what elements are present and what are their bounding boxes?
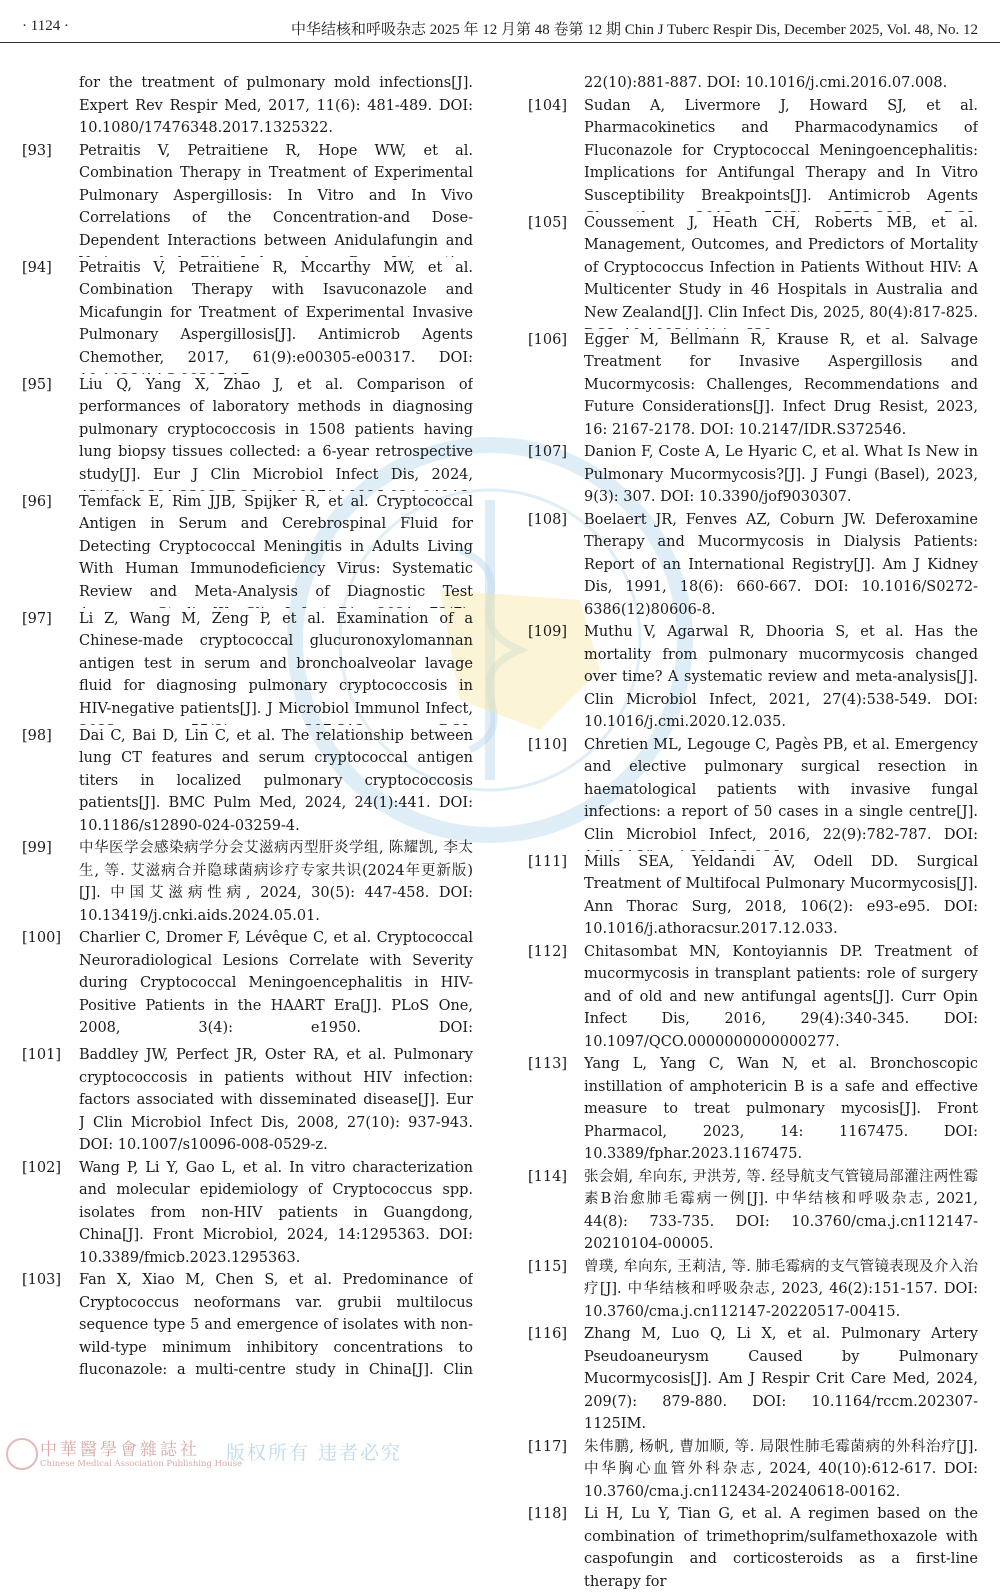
reference-number: [108] [528, 511, 567, 528]
reference-text: Baddley JW, Perfect JR, Oster RA, et al. Pulmonary cryptococcosis in patients without HIV infection: factors associated with disseminated disease[J]. Eur J Clin Microbiol Infect Dis, 2008, 27(10): 937-943. DOI: 10.1007/s10096-008-0529-z. [79, 1047, 473, 1153]
reference-entry [528, 95, 978, 212]
page-number: · 1124 · [22, 18, 69, 34]
reference-entry [528, 1503, 978, 1593]
reference-entry [22, 927, 473, 1044]
reference-entry [528, 1166, 978, 1256]
reference-text: Danion F, Coste A, Le Hyaric C, et al. What Is New in Pulmonary Mucormycosis?[J]. J Fungi (Basel), 2023, 9(3): 307. DOI: 10.3390/jof9030307. [584, 444, 978, 505]
reference-number: [94] [22, 259, 52, 276]
header-rule [0, 42, 1000, 43]
reference-text: Sudan A, Livermore J, Howard SJ, et al. Pharmacokinetics and Pharmacodynamics of Fluconazole for Cryptococcal Meningoencephalitis: Implications for Antifungal Therapy and In Vitro Susceptibility Breakpoints[J]. Antimicrob Agents [584, 97, 978, 204]
reference-text: Temfack E, Rim JJB, Spijker R, et al. Cryptococcal Antigen in Serum and Cerebrospinal Fluid for Detecting Cryptococcal Meningitis in Adults Living With Human Immunodeficiency Virus: Systematic Review and Meta-Analysis of Diagnostic Test [79, 493, 473, 600]
reference-entry [22, 257, 473, 374]
reference-number: [117] [528, 1438, 567, 1455]
reference-text: Chitasombat MN, Kontoyiannis DP. Treatment of mucormycosis in transplant patients: role of surgery and of old and new antifungal agents[J]. Curr Opin Infect Dis, 2016, 29(4):340-345. DOI: 10.1097/QCO.0000000000000277. [584, 943, 978, 1050]
reference-number: [95] [22, 376, 52, 393]
reference-text: Boelaert JR, Fenves AZ, Coburn JW. Deferoxamine Therapy and Mucormycosis in Dialysis Patients: Report of an International Registry[J]. Am J Kidney Dis, 1991, 18(6): 660-667. DOI: 10.1016/S0272-6386(12)80606-8. [584, 511, 978, 618]
reference-entry [528, 1436, 978, 1504]
reference-entry [528, 734, 978, 851]
reference-entry [528, 329, 978, 442]
reference-entry [22, 1269, 473, 1386]
reference-entry [528, 941, 978, 1054]
reference-number: [104] [528, 97, 567, 114]
reference-number: [105] [528, 214, 567, 231]
reference-number: [98] [22, 727, 52, 744]
reference-text: Petraitis V, Petraitiene R, Hope WW, et al. Combination Therapy in Treatment of Experimental Pulmonary Aspergillosis: In Vitro and In Vivo Correlations of the Concentration-and Dose-Dependent Interactions between Anidulafungin and [79, 142, 473, 249]
reference-entry [22, 374, 473, 491]
reference-entry [22, 608, 473, 725]
reference-text: Yang L, Yang C, Wan N, et al. Bronchoscopic instillation of amphotericin B is a safe and effective measure to treat pulmonary mycosis[J]. Front Pharmacol, 2023, 14: 1167475. DOI: 10.3389/fphar.2023.1167475. [584, 1056, 978, 1162]
reference-text: Li Z, Wang M, Zeng P, et al. Examination of a Chinese-made cryptococcal glucuronoxylomannan antigen test in serum and bronchoalveolar lavage fluid for diagnosing pulmonary cryptococcosis in HIV-negative patients[J]. J Microbiol Immunol Infect, [79, 610, 473, 717]
reference-entry [22, 72, 473, 140]
reference-entry [528, 509, 978, 622]
publisher-name-cn: 中華醫學會雜誌社 [40, 1440, 200, 1460]
reference-entry [528, 851, 978, 941]
reference-number: [101] [22, 1047, 61, 1063]
reference-text: Zhang M, Luo Q, Li X, et al. Pulmonary Artery Pseudoaneurysm Caused by Pulmonary Mucormycosis[J]. Am J Respir Crit Care Med, 2024, 209(7): 879-880. DOI: 10.1164/rccm.202307-1125IM. [584, 1326, 978, 1432]
reference-entry [528, 212, 978, 329]
reference-text: Liu Q, Yang X, Zhao J, et al. Comparison of performances of laboratory methods in diagnosing pulmonary cryptococcosis in 1508 patients having lung biopsy tissues collected: a 6-year retrospective study[J]. Eur J Clin Microbiol Infect Dis, 2024, [79, 376, 473, 483]
reference-entry [22, 491, 473, 608]
reference-text: Chretien ML, Legouge C, Pagès PB, et al. Emergency and elective pulmonary surgical resection in haematological patients with invasive fungal infections: a report of 50 cases in a single centre[J]. Clin Microbiol Infect, 2016, 22(9):782-787. DOI: [584, 736, 978, 843]
reference-text: Petraitis V, Petraitiene R, Mccarthy MW, et al. Combination Therapy with Isavuconazole and Micafungin for Treatment of Experimental Invasive Pulmonary Aspergillosis[J]. Antimicrob Agents Chemother, 2017, 61(9):e00305-e00317. DOI: [79, 259, 473, 366]
reference-number: [107] [528, 444, 567, 460]
reference-number: [96] [22, 493, 52, 510]
reference-number: [111] [528, 853, 567, 870]
reference-text: Mills SEA, Yeldandi AV, Odell DD. Surgical Treatment of Multifocal Pulmonary Mucormycosis[J]. Ann Thorac Surg, 2018, 106(2): e93-e95. DOI: 10.1016/j.athoracsur.2017.12.033. [584, 853, 978, 937]
reference-text: Dai C, Bai D, Lin C, et al. The relationship between lung CT features and serum cryptococcal antigen titers in localized pulmonary cryptococcosis patients[J]. BMC Pulm Med, 2024, 24(1):441. DOI: 10.1186/s12890-024-03259-4. [79, 727, 473, 834]
reference-entry [528, 1256, 978, 1324]
reference-entry [22, 140, 473, 257]
reference-text: 中华医学会感染病学分会艾滋病丙型肝炎学组, 陈耀凯, 李太生, 等. 艾滋病合并隐球菌病诊疗专家共识(2024年更新版) [J]. 中国艾滋病性病, 2024, 30(5): 447-458. DOI: 10.13419/j.cnki.aids.2024.05.01. [79, 840, 473, 924]
running-header [0, 0, 1000, 44]
reference-entry [528, 1323, 978, 1436]
reference-number: [118] [528, 1506, 567, 1522]
reference-number: [93] [22, 142, 52, 159]
reference-text: 曾璞, 牟向东, 王莉洁, 等. 肺毛霉病的支气管镜表现及介入治疗[J]. 中华结核和呼吸杂志, 2023, 46(2):151-157. DOI: 10.3760/cma.j.cn112147-20220517-00415. [584, 1258, 978, 1320]
left-reference-column [22, 72, 473, 1386]
reference-number: [114] [528, 1168, 567, 1185]
reference-number: [115] [528, 1258, 567, 1275]
reference-entry [528, 621, 978, 734]
reference-number: [110] [528, 736, 567, 753]
reference-text: Charlier C, Dromer F, Lévêque C, et al. Cryptococcal Neuroradiological Lesions Correlate with Severity during Cryptococcal Meningoencephalitis in HIV-Positive Patients in the HAART Era[J]. PLoS One, 2008, 3(4): e1950. DOI: [79, 930, 473, 1036]
publisher-seal-icon [6, 1438, 38, 1470]
reference-text: Muthu V, Agarwal R, Dhooria S, et al. Has the mortality from pulmonary mucormycosis changed over time? A systematic review and meta-analysis[J]. Clin Microbiol Infect, 2021, 27(4):538-549. DOI: 10.1016/j.cmi.2020.12.035. [584, 624, 978, 730]
reference-number: [109] [528, 624, 567, 640]
reference-text: Wang P, Li Y, Gao L, et al. In vitro characterization and molecular epidemiology of Cryptococcus spp. isolates from non-HIV patients in Guangdong, China[J]. Front Microbiol, 2024, 14:1295363. DOI: 10.3389/fmicb.2023.1295363. [79, 1159, 473, 1266]
reference-text: Egger M, Bellmann R, Krause R, et al. Salvage Treatment for Invasive Aspergillosis and Mucormycosis: Challenges, Recommendations and Future Considerations[J]. Infect Drug Resist, 2023, 16: 2167-2178. DOI: 10.2147/IDR.S372546. [584, 331, 978, 438]
reference-number: [113] [528, 1056, 567, 1072]
right-reference-column [528, 72, 978, 1593]
reference-entry [22, 725, 473, 838]
reference-entry [22, 1044, 473, 1157]
reference-number: [99] [22, 840, 52, 856]
reference-text: 张会娟, 牟向东, 尹洪芳, 等. 经导航支气管镜局部灌注两性霉素B治愈肺毛霉病一例[J]. 中华结核和呼吸杂志, 2021, 44(8): 733-735. DOI: 10.3760/cma.j.cn112147-20210104-00005. [584, 1168, 978, 1252]
reference-text: Coussement J, Heath CH, Roberts MB, et al. Management, Outcomes, and Predictors of Mortality of Cryptococcus Infection in Patients Without HIV: A Multicenter Study in 46 Hospitals in Australia and New Zealand[J]. Clin Infect Dis, 2025, 80(4):817-825. [584, 214, 978, 321]
reference-number: [116] [528, 1326, 567, 1342]
reference-text: for the treatment of pulmonary mold infections[J]. Expert Rev Respir Med, 2017, 11(6): 481-489. DOI: 10.1080/17476348.2017.1325322. [79, 75, 473, 136]
reference-entry [528, 72, 978, 95]
reference-text: 朱伟鹏, 杨帆, 曹加顺, 等. 局限性肺毛霉菌病的外科治疗[J]. 中华胸心血管外科杂志, 2024, 40(10):612-617. DOI: 10.3760/cma.j.cn112434-20240618-00162. [584, 1438, 978, 1500]
reference-text: Li H, Lu Y, Tian G, et al. A regimen based on the combination of trimethoprim/sulfamethoxazole with caspofungin and corticosteroids as a first-line therapy for [584, 1506, 978, 1590]
reference-number: [97] [22, 610, 52, 627]
reference-number: [103] [22, 1272, 61, 1288]
reference-entry [22, 837, 473, 927]
reference-entry [528, 1053, 978, 1166]
reference-number: [102] [22, 1159, 61, 1176]
journal-citation-line: 中华结核和呼吸杂志 2025 年 12 月第 48 卷第 12 期 Chin J Tuberc Respir Dis, December 2025, Vol. 48, No. 12 [291, 22, 978, 38]
reference-number: [112] [528, 943, 567, 960]
reference-number: [106] [528, 331, 567, 348]
copyright-watermark-text: 版权所有 违者必究 [226, 1442, 403, 1464]
reference-entry [22, 1157, 473, 1270]
reference-entry [528, 441, 978, 509]
publisher-name-en: Chinese Medical Association Publishing House [40, 1459, 243, 1469]
reference-text: 22(10):881-887. DOI: 10.1016/j.cmi.2016.07.008. [584, 75, 948, 91]
reference-text: Fan X, Xiao M, Chen S, et al. Predominance of Cryptococcus neoformans var. grubii multilocus sequence type 5 and emergence of isolates with non-wild-type minimum inhibitory concentrations to fluconazole: a multi-centre study in China[J]. Clin [79, 1272, 473, 1378]
publisher-footer-logo [0, 1432, 403, 1476]
reference-number: [100] [22, 930, 61, 946]
